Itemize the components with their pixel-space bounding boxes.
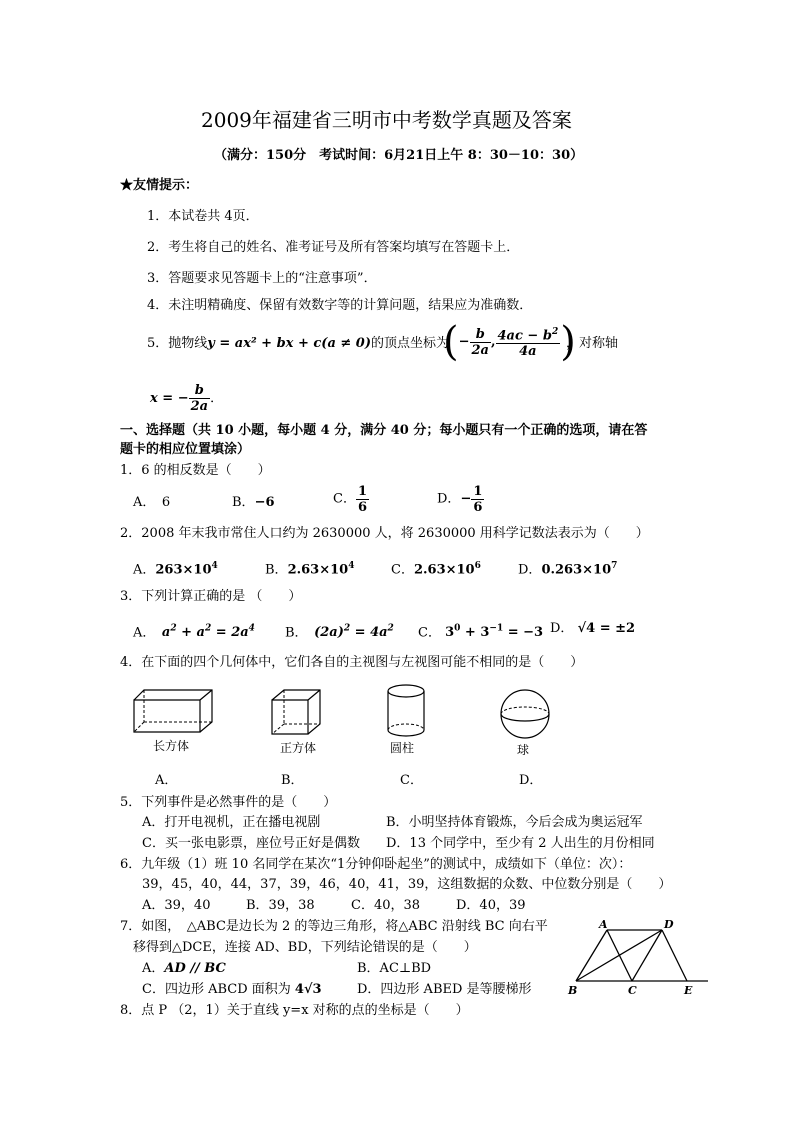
q4-option-d: D． <box>519 773 543 788</box>
question-1-stem: 1．6 的相反数是（ ） <box>120 463 271 478</box>
tip-item: 2．考生将自己的姓名、准考证号及所有答案均填写在答题卡上． <box>147 240 520 255</box>
q4-option-a: A． <box>155 773 178 788</box>
question-7-stem-cont: 移得到△DCE，连接 AD、BD，下列结论错误的是（ ） <box>133 940 477 955</box>
q2-option-d: D．$0.263\times 10^7$ <box>518 561 618 578</box>
sphere-figure <box>496 688 556 740</box>
q2-option-c: C．$2.63\times 10^6$ <box>391 561 481 578</box>
question-8-stem: 8．点 P （2，1）关于直线 y=x 对称的点的坐标是（ ） <box>120 1003 469 1018</box>
q3-option-b: B． $(2a)^2 = 4a^2$ <box>285 624 394 641</box>
q6-option-a: A．39，40 <box>142 898 211 913</box>
label-e: E <box>684 984 693 997</box>
q7-option-d: D．四边形 ABED 是等腰梯形 <box>357 982 532 997</box>
tips-heading: ★友情提示： <box>120 178 199 193</box>
shape-label-cube: 正方体 <box>280 741 317 755</box>
section-heading-cont: 题卡的相应位置填涂） <box>120 442 251 457</box>
q1-option-b: B．−6 <box>232 495 275 510</box>
q7-option-c: C．四边形 ABCD 面积为 4√3 <box>142 982 322 997</box>
q6-option-b: B．39，38 <box>246 898 315 913</box>
q3-option-d: D． √4 = ±2 <box>550 621 636 636</box>
q5-option-a: A．打开电视机，正在播电视剧 <box>142 815 321 830</box>
cube-figure <box>268 686 328 738</box>
shape-label-cuboid: 长方体 <box>153 739 190 753</box>
shape-label-sphere: 球 <box>517 743 530 757</box>
axis-formula: x = − $\frac{b}{2a}$ ． <box>150 383 224 414</box>
q7-option-a: A．AD // BC <box>142 961 226 976</box>
question-6-stem: 6．九年级（1）班 10 名同学在某次“1分钟仰卧起坐”的测试中，成绩如下（单位：次）： <box>120 857 632 872</box>
label-d: D <box>664 918 674 931</box>
section-heading: 一、选择题（共 10 小题，每小题 4 分，满分 40 分；每小题只有一个正确的选项，请在答 <box>120 423 648 438</box>
q7-option-b: B．AC⊥BD <box>357 961 432 976</box>
page-title: 2009年福建省三明市中考数学真题及答案 <box>201 108 572 132</box>
q4-option-b: B． <box>281 773 304 788</box>
tip-item: 4．未注明精确度、保留有效数字等的计算问题，结果应为准确数． <box>147 298 533 313</box>
label-b: B <box>568 984 578 997</box>
tip5-prefix: 5．抛物线 <box>147 336 208 351</box>
shape-label-cylinder: 圆柱 <box>390 741 415 755</box>
vertex-formula: (− $\frac{b}{2a}$ , $\frac{4ac - b^2}{4a}$ ) <box>443 319 576 365</box>
q7-figure <box>566 918 716 998</box>
q1-option-a: A． 6 <box>133 495 171 510</box>
q4-option-c: C． <box>400 773 423 788</box>
q5-option-d: D．13 个同学中，至少有 2 人出生的月份相同 <box>386 836 655 851</box>
question-7-stem: 7．如图， △ABC是边长为 2 的等边三角形，将△ABC 沿射线 BC 向右平 <box>120 919 548 934</box>
tip-item-5 <box>147 336 449 352</box>
q3-option-a: A． $a^2 + a^2 = 2a^4$ <box>133 624 255 641</box>
tip5-mid: 的顶点坐标为 <box>371 336 450 351</box>
q1-option-c: C． $\frac{1}{6}$ <box>333 484 367 515</box>
question-5-stem: 5．下列事件是必然事件的是（ ） <box>120 795 337 810</box>
q6-data: 39，45，40，44，37，39，46，40，41，39，这组数据的众数、中位数分别是（ ） <box>142 877 672 892</box>
label-c: C <box>628 984 637 997</box>
cylinder-figure <box>384 682 428 740</box>
tip-item: 1．本试卷共 4页． <box>147 209 259 224</box>
q6-option-d: D．40，39 <box>456 898 526 913</box>
tip5-suffix: ，对称轴 <box>566 336 619 351</box>
question-3-stem: 3．下列计算正确的是 （ ） <box>120 589 302 604</box>
label-a: A <box>599 918 608 931</box>
exam-info: （满分：150分 考试时间：6月21日上午 8：30－10：30） <box>214 148 584 163</box>
q5-option-b: B．小明坚持体育锻炼，今后会成为奥运冠军 <box>386 815 643 830</box>
q1-option-d: D．− $\frac{1}{6}$ <box>437 484 483 515</box>
cuboid-figure <box>130 686 220 736</box>
q6-option-c: C．40，38 <box>351 898 421 913</box>
q5-option-c: C．买一张电影票，座位号正好是偶数 <box>142 836 360 851</box>
parabola-equation: y = ax² + bx + c(a ≠ 0) <box>207 336 372 351</box>
q2-option-b: B．$2.63\times 10^4$ <box>265 561 355 578</box>
tip-item: 3．答题要求见答题卡上的“注意事项”． <box>147 271 377 286</box>
q2-option-a: A．$263\times 10^4$ <box>133 561 218 578</box>
question-2-stem: 2．2008 年末我市常住人口约为 2630000 人，将 2630000 用科学记数法表示为（ ） <box>120 526 649 541</box>
question-4-stem: 4．在下面的四个几何体中，它们各自的主视图与左视图可能不相同的是（ ） <box>120 655 584 670</box>
q3-option-c: C． $3^0 + 3^{-1} = -3$ <box>418 624 544 641</box>
